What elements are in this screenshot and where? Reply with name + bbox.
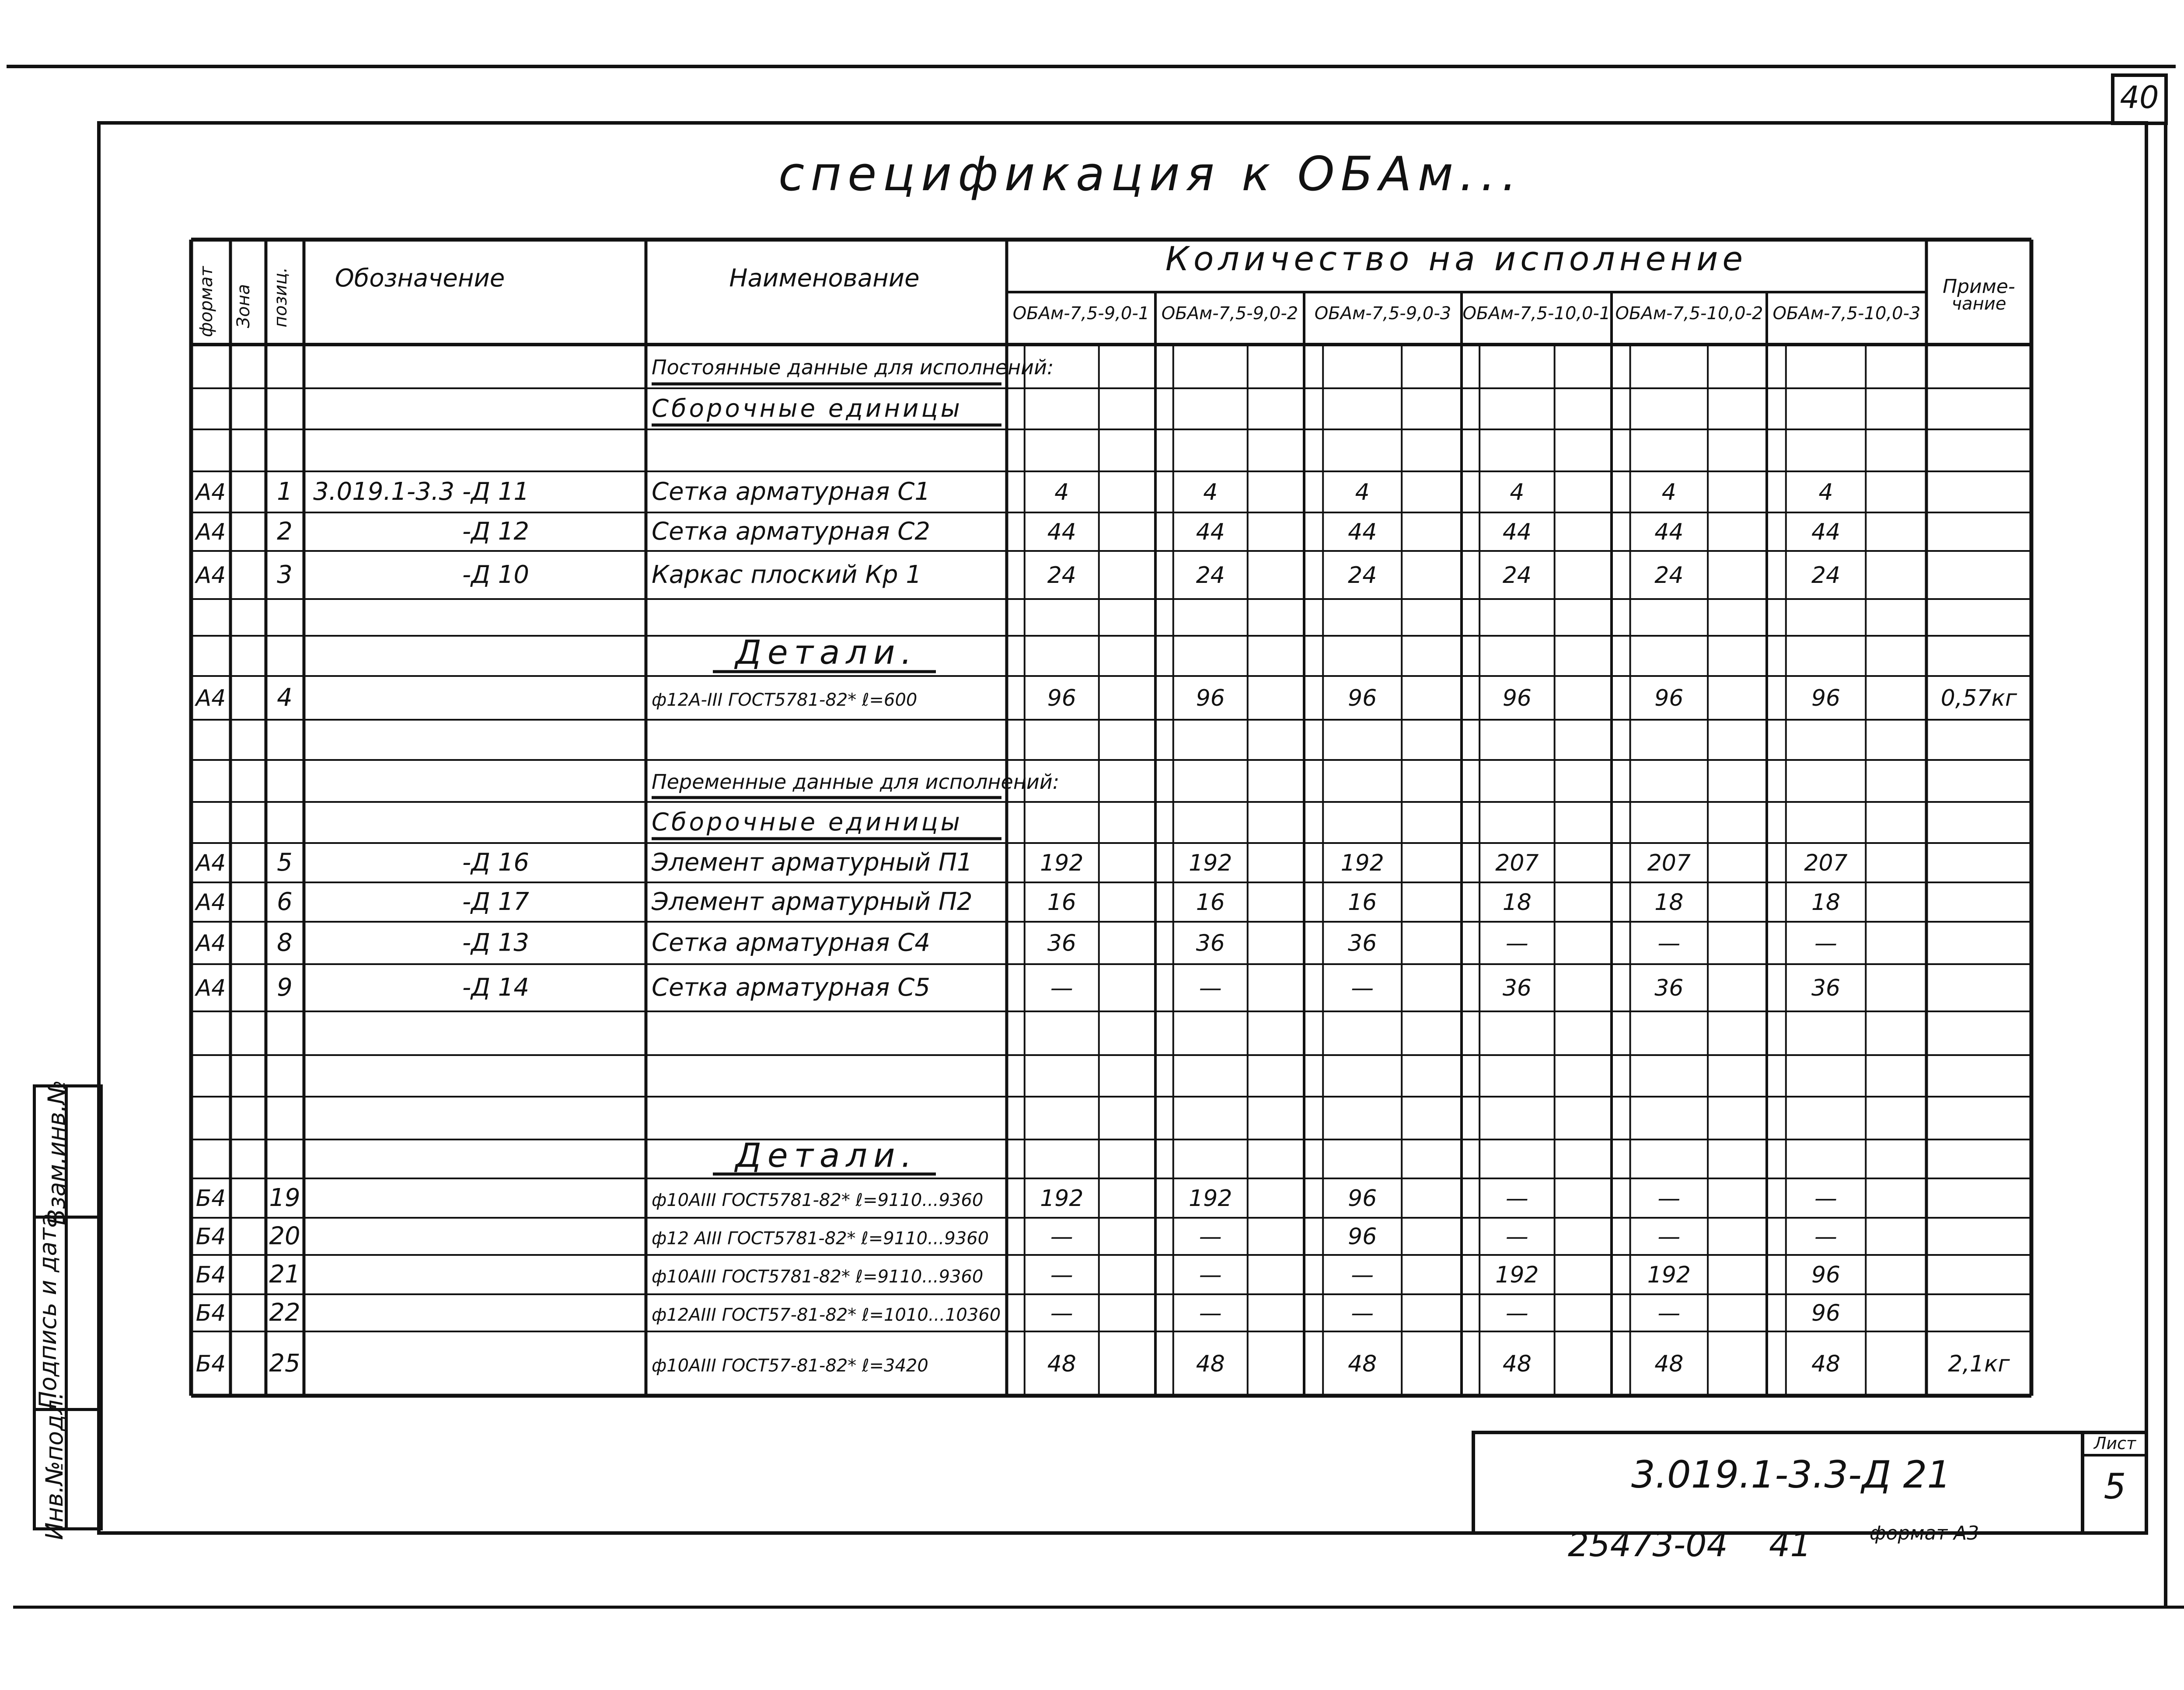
row-quantity-4: — — [1505, 930, 1528, 957]
row-format: А4 — [195, 975, 226, 1001]
row-quantity-5: 207 — [1647, 850, 1691, 876]
row-quantity-6: 36 — [1811, 975, 1841, 1001]
row-quantity-2: 192 — [1189, 1185, 1232, 1212]
row-quantity-1: 4 — [1054, 479, 1069, 505]
row-format: Б4 — [195, 1351, 226, 1377]
row-designation: -Д 17 — [462, 888, 529, 916]
document-code: 3.019.1-3.3-Д 21 — [1631, 1453, 1951, 1497]
row-name: ф10АIII ГОСТ5781-82* ℓ=9110...9360 — [652, 1267, 984, 1287]
row-name: Сетка арматурная С1 — [652, 477, 930, 506]
row-format: А4 — [195, 519, 226, 545]
row-quantity-2: 24 — [1196, 562, 1225, 589]
row-quantity-6: 96 — [1811, 1300, 1841, 1327]
row-position: 22 — [269, 1298, 300, 1327]
row-quantity-5: — — [1657, 1223, 1681, 1250]
row-quantity-4: 207 — [1495, 850, 1539, 876]
sheet-number: 5 — [2104, 1466, 2126, 1507]
row-name: ф10АIII ГОСТ57-81-82* ℓ=3420 — [652, 1355, 928, 1376]
row-format: А4 — [195, 685, 226, 711]
page-title: спецификация к ОБАм... — [778, 147, 1523, 202]
row-position: 9 — [277, 973, 293, 1002]
sheet-label-line — [2081, 1454, 2148, 1457]
header-note-line1: Приме- — [1943, 275, 2015, 298]
row-quantity-6: 4 — [1818, 479, 1833, 505]
row-format: А4 — [195, 562, 226, 589]
side-stamp-replacement: Взам.инв.№ — [43, 1080, 70, 1225]
row-name: Сетка арматурная С4 — [652, 928, 930, 957]
row-quantity-3: 16 — [1348, 889, 1377, 916]
row-quantity-2: 192 — [1189, 850, 1232, 876]
row-quantity-3: 96 — [1348, 685, 1377, 711]
row-quantity-3: — — [1351, 1300, 1374, 1327]
row-name: Элемент арматурный П2 — [652, 888, 973, 916]
row-quantity-4: — — [1505, 1223, 1528, 1250]
row-quantity-6: 18 — [1811, 889, 1841, 916]
row-format: Б4 — [195, 1223, 226, 1250]
row-quantity-6: 96 — [1811, 685, 1841, 711]
row-quantity-1: 16 — [1047, 889, 1076, 916]
row-quantity-2: — — [1199, 1300, 1222, 1327]
row-format: А4 — [195, 930, 226, 957]
row-quantity-4: 36 — [1502, 975, 1532, 1001]
title-block-divider — [2081, 1431, 2084, 1535]
row-position: 21 — [269, 1260, 300, 1289]
row-quantity-2: — — [1199, 975, 1222, 1001]
row-quantity-5: 24 — [1654, 562, 1684, 589]
row-name: Переменные данные для исполнений: — [652, 770, 1060, 794]
row-quantity-6: — — [1814, 1223, 1838, 1250]
row-quantity-5: 4 — [1661, 479, 1676, 505]
header-variant-3: ОБАм-7,5-9,0-3 — [1314, 303, 1451, 324]
row-name: ф12 АIII ГОСТ5781-82* ℓ=9110...9360 — [652, 1228, 989, 1249]
row-position: 1 — [277, 477, 293, 506]
row-quantity-2: 36 — [1196, 930, 1225, 957]
side-stamp-inventory: Инв.№подл. — [41, 1392, 68, 1540]
row-quantity-2: — — [1199, 1262, 1222, 1288]
side-stamp-signature: Подпись и дата — [34, 1213, 62, 1409]
row-quantity-2: 4 — [1203, 479, 1218, 505]
row-quantity-4: 4 — [1510, 479, 1525, 505]
header-variant-1: ОБАм-7,5-9,0-1 — [1012, 303, 1150, 324]
header-zone: Зона — [234, 284, 254, 328]
row-position: 4 — [277, 683, 293, 712]
row-note: 2,1кг — [1948, 1351, 2010, 1377]
row-quantity-1: 96 — [1047, 685, 1076, 711]
row-quantity-6: 96 — [1811, 1262, 1841, 1288]
row-designation: -Д 16 — [462, 848, 529, 877]
header-note-line2: чание — [1951, 294, 2006, 314]
footer-page: 41 — [1769, 1525, 1811, 1564]
row-quantity-1: 48 — [1047, 1351, 1076, 1377]
row-name: Каркас плоский Кр 1 — [652, 561, 921, 589]
row-quantity-3: 48 — [1348, 1351, 1377, 1377]
row-designation: -Д 13 — [462, 928, 529, 957]
row-quantity-1: — — [1050, 1223, 1073, 1250]
row-quantity-5: — — [1657, 1300, 1681, 1327]
header-variant-2: ОБАм-7,5-9,0-2 — [1161, 303, 1298, 324]
row-quantity-3: 96 — [1348, 1223, 1377, 1250]
row-quantity-4: 96 — [1502, 685, 1532, 711]
row-quantity-1: 192 — [1040, 1185, 1084, 1212]
row-quantity-6: — — [1814, 930, 1838, 957]
row-designation: 3.019.1-3.3 -Д 11 — [313, 477, 529, 506]
row-quantity-5: 48 — [1654, 1351, 1684, 1377]
row-name: Постоянные данные для исполнений: — [652, 355, 1054, 379]
row-name: Сетка арматурная С5 — [652, 973, 930, 1002]
row-name: Сетка арматурная С2 — [652, 517, 930, 546]
row-quantity-1: — — [1050, 1300, 1073, 1327]
row-quantity-4: 18 — [1502, 889, 1532, 916]
row-position: 5 — [277, 848, 293, 877]
row-note: 0,57кг — [1940, 685, 2017, 711]
row-quantity-4: 24 — [1502, 562, 1532, 589]
row-quantity-1: — — [1050, 975, 1073, 1001]
row-quantity-5: 18 — [1654, 889, 1684, 916]
row-quantity-4: — — [1505, 1300, 1528, 1327]
row-designation: -Д 14 — [462, 973, 529, 1002]
row-quantity-4: 192 — [1495, 1262, 1539, 1288]
row-quantity-5: 44 — [1654, 519, 1684, 545]
row-name: ф10АIII ГОСТ5781-82* ℓ=9110...9360 — [652, 1190, 984, 1210]
row-format: Б4 — [195, 1185, 226, 1212]
row-quantity-1: 24 — [1047, 562, 1076, 589]
row-format: А4 — [195, 850, 226, 876]
row-quantity-1: 36 — [1047, 930, 1076, 957]
row-quantity-3: 24 — [1348, 562, 1377, 589]
row-quantity-3: 36 — [1348, 930, 1377, 957]
row-quantity-2: 44 — [1196, 519, 1225, 545]
row-quantity-5: 96 — [1654, 685, 1684, 711]
row-position: 25 — [269, 1349, 300, 1378]
row-quantity-4: — — [1505, 1185, 1528, 1212]
row-quantity-3: — — [1351, 975, 1374, 1001]
row-quantity-3: 96 — [1348, 1185, 1377, 1212]
row-quantity-1: 192 — [1040, 850, 1084, 876]
row-name: ф12АIII ГОСТ57-81-82* ℓ=1010...10360 — [652, 1305, 1001, 1325]
row-quantity-3: 44 — [1348, 519, 1377, 545]
row-quantity-4: 44 — [1502, 519, 1532, 545]
row-format: А4 — [195, 889, 226, 916]
row-quantity-5: — — [1657, 930, 1681, 957]
row-position: 3 — [277, 561, 293, 589]
order-number: 25473-04 — [1568, 1525, 1728, 1564]
row-quantity-1: — — [1050, 1262, 1073, 1288]
row-quantity-2: 48 — [1196, 1351, 1225, 1377]
row-quantity-5: — — [1657, 1185, 1681, 1212]
row-position: 20 — [269, 1222, 300, 1251]
header-variant-6: ОБАм-7,5-10,0-3 — [1772, 303, 1921, 324]
header-variant-4: ОБАм-7,5-10,0-1 — [1462, 303, 1611, 324]
row-quantity-1: 44 — [1047, 519, 1076, 545]
row-quantity-6: 207 — [1804, 850, 1848, 876]
row-format: Б4 — [195, 1262, 226, 1288]
row-position: 2 — [277, 517, 293, 546]
row-quantity-6: — — [1814, 1185, 1838, 1212]
corner-sheet-number: 40 — [2120, 80, 2159, 115]
sheet-label: Лист — [2093, 1434, 2136, 1453]
row-quantity-5: 36 — [1654, 975, 1684, 1001]
row-quantity-2: 16 — [1196, 889, 1225, 916]
header-position: позиц. — [271, 267, 291, 328]
row-quantity-6: 24 — [1811, 562, 1841, 589]
row-format: Б4 — [195, 1300, 226, 1327]
format-label: формат А3 — [1870, 1522, 1979, 1544]
row-designation: -Д 10 — [462, 561, 529, 589]
row-designation: -Д 12 — [462, 517, 529, 546]
row-name: ф12А-III ГОСТ5781-82* ℓ=600 — [652, 690, 918, 710]
header-variant-5: ОБАм-7,5-10,0-2 — [1615, 303, 1763, 324]
row-format: А4 — [195, 479, 226, 505]
row-quantity-5: 192 — [1647, 1262, 1691, 1288]
row-position: 8 — [277, 928, 293, 957]
header-format: формат — [196, 266, 216, 338]
row-quantity-2: 96 — [1196, 685, 1225, 711]
header-quantity: Количество на исполнение — [1165, 239, 1748, 278]
row-quantity-3: 192 — [1340, 850, 1384, 876]
row-name: Детали. — [735, 633, 918, 672]
row-quantity-4: 48 — [1502, 1351, 1532, 1377]
row-quantity-6: 48 — [1811, 1351, 1841, 1377]
row-position: 6 — [277, 888, 293, 916]
row-name: Сборочные единицы — [652, 808, 963, 836]
row-quantity-6: 44 — [1811, 519, 1841, 545]
row-position: 19 — [269, 1184, 300, 1212]
row-quantity-2: — — [1199, 1223, 1222, 1250]
row-quantity-3: 4 — [1355, 479, 1370, 505]
header-designation: Обозначение — [335, 264, 505, 293]
row-name: Элемент арматурный П1 — [652, 848, 973, 877]
row-name: Сборочные единицы — [652, 394, 963, 423]
row-name: Детали. — [735, 1136, 918, 1175]
row-quantity-3: — — [1351, 1262, 1374, 1288]
header-name: Наименование — [729, 264, 920, 293]
